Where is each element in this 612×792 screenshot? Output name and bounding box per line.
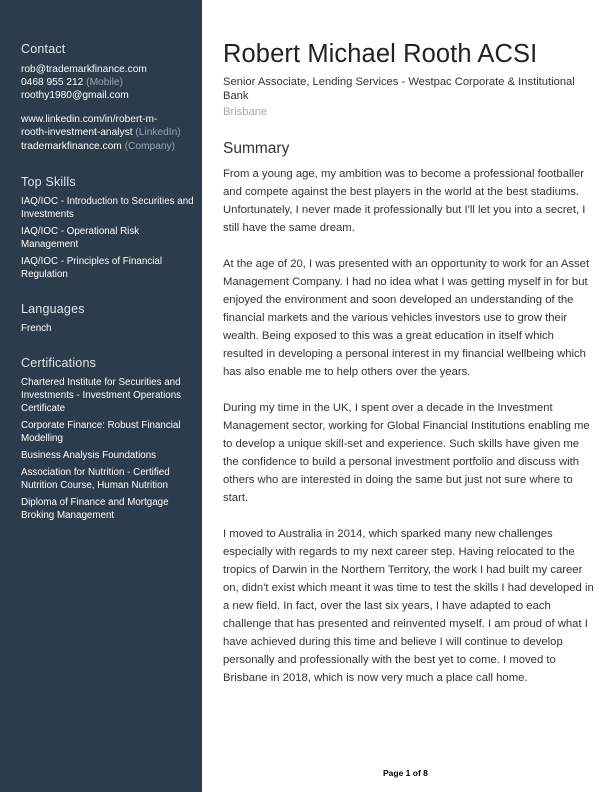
- language-item: French: [21, 323, 52, 334]
- certifications-heading: Certifications: [21, 356, 97, 370]
- company-link[interactable]: trademarkfinance.com: [21, 141, 122, 152]
- profile-headline: Senior Associate, Lending Services - Westpac Corporate & Institutional Bank: [223, 76, 575, 102]
- linkedin-link-line2: [21, 126, 181, 139]
- sidebar: [0, 0, 202, 792]
- company-line: [21, 140, 175, 153]
- languages-list: [21, 322, 197, 339]
- contact-email-link[interactable]: rob@trademarkfinance.com: [21, 64, 147, 75]
- summary-paragraph: From a young age, my ambition was to become a professional footballer and compete against the best players in the world at the best stadiums. Unfortunately, I never made it professionally but I'll let you into a secret, I still have the same dream.: [223, 168, 586, 234]
- summary-paragraph: At the age of 20, I was presented with an opportunity to work for an Asset Management Company. I had no idea what I was getting myself in for but enjoyed the environment and soon developed an understanding of the financial markets and the various vehicles investors use to grow their wealth. Being exposed to this was a great education in itself which resulted in developing a personal interest in my financial wellbeing which has also enable me to help others over the years.: [223, 258, 590, 378]
- linkedin-type: (LinkedIn): [135, 127, 181, 138]
- linkedin-link-line1[interactable]: www.linkedin.com/in/robert-m-: [21, 114, 158, 125]
- page-number-label: Page 1 of 8: [383, 768, 428, 778]
- certification-item: Association for Nutrition - Certified Nutrition Course, Human Nutrition: [21, 467, 170, 491]
- top-skills-heading: Top Skills: [21, 175, 76, 189]
- summary-paragraph: During my time in the UK, I spent over a decade in the Investment Management sector, working for Global Financial Institutions enabling me to develop a unique skill-set and experience. Such skills have given me the confidence to build a personal investment portfolio and discuss with others who are interested in doing the same but just not sure where to start.: [223, 402, 590, 504]
- top-skills-list: [21, 195, 197, 285]
- certification-item: Diploma of Finance and Mortgage Broking Management: [21, 497, 169, 521]
- contact-email2-link[interactable]: roothy1980@gmail.com: [21, 90, 129, 101]
- contact-phone-type: (Mobile): [86, 77, 123, 88]
- profile-name: Robert Michael Rooth ACSI: [223, 40, 538, 68]
- summary-heading: Summary: [223, 140, 290, 157]
- summary-paragraph: I moved to Australia in 2014, which sparked many new challenges especially with regards to my next career step. Having relocated to the tropics of Darwin in the Northern Territory, the work I had built my career on, didn't exist which meant it was time to test the skills I had developed in a new field. In fact, over the last six years, I have adapted to each challenge that has presented and reinvented myself. I am proud of what I have achieved during this time and believe I will continue to develop personally and professionally with the best yet to come. I moved to Brisbane in 2018, which is now very much a place call home.: [223, 528, 594, 684]
- certifications-list: [21, 376, 197, 526]
- linkedin-link[interactable]: rooth-investment-analyst: [21, 127, 133, 138]
- certification-item: Chartered Institute for Securities and Investments - Investment Operations Certificate: [21, 377, 182, 414]
- languages-heading: Languages: [21, 302, 85, 316]
- certification-item: Business Analysis Foundations: [21, 450, 157, 461]
- skill-item: IAQ/IOC - Operational Risk Management: [21, 226, 140, 250]
- company-type: (Company): [124, 141, 176, 152]
- certification-item: Corporate Finance: Robust Financial Modelling: [21, 420, 181, 444]
- skill-item: IAQ/IOC - Principles of Financial Regulation: [21, 256, 163, 280]
- profile-location: Brisbane: [223, 106, 268, 118]
- page-indicator: [383, 768, 428, 778]
- skill-item: IAQ/IOC - Introduction to Securities and Investments: [21, 196, 194, 220]
- contact-heading: Contact: [21, 42, 66, 56]
- contact-phone-number: 0468 955 212: [21, 77, 84, 88]
- contact-phone: [21, 76, 123, 89]
- summary-body: [223, 165, 595, 705]
